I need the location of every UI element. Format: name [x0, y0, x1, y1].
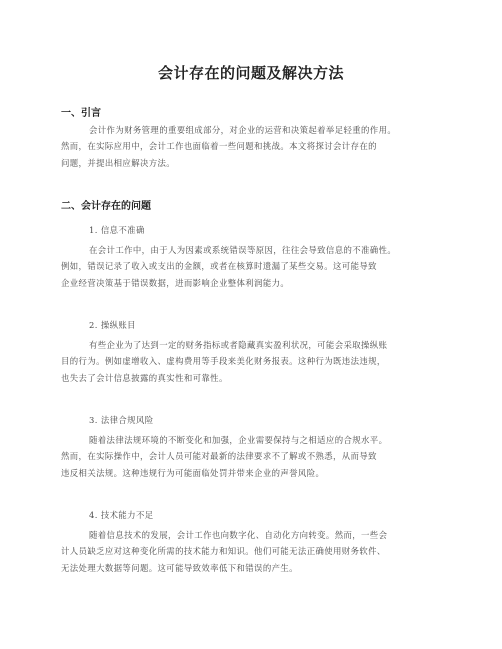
item-paragraph-account-manipulation: [61, 337, 446, 386]
paragraph-line: 然而，在实际应用中，会计工作也面临着一些问题和挑战。本文将探讨会计存在的: [61, 141, 377, 152]
paragraph-line: 在会计工作中，由于人为因素或系统错误等原因，往往会导致信息的不准确性。: [89, 245, 397, 255]
paragraph-line: 无法处理大数据等问题。这可能导致效率低下和错误的产生。: [61, 562, 298, 573]
paragraph-line: 有些企业为了达到一定的财务指标或者隐藏真实盈利状况，可能会采取操纵账: [89, 340, 388, 350]
item-paragraph-tech-skills: [61, 527, 446, 576]
paragraph-line: 随着信息技术的发展，会计工作也向数字化、自动化方向转变。然而，一些会: [89, 530, 388, 540]
item-paragraph-legal-compliance: [61, 432, 446, 481]
paragraph-line: 例如，错误记录了收入或支出的金额，或者在核算时遗漏了某些交易。这可能导致: [61, 261, 377, 272]
paragraph-line: 然而，在实际操作中，会计人员可能对最新的法律要求不了解或不熟悉，从而导致: [61, 451, 377, 462]
item-title-legal-compliance: 3. 法律合规风险: [89, 415, 154, 425]
paragraph-line: 问题，并提出相应解决方法。: [61, 157, 176, 168]
paragraph-line: 计人员缺乏应对这种变化所需的技术能力和知识。他们可能无法正确使用财务软件、: [61, 546, 386, 557]
item-title-account-manipulation: 2. 操纵账目: [89, 320, 136, 330]
paragraph-line: 违反相关法规。这种违规行为可能面临处罚并带来企业的声誉风险。: [61, 467, 325, 478]
intro-paragraph: [61, 122, 446, 171]
paragraph-line: 随着法律法规环境的不断变化和加强，企业需要保持与之相适应的合规水平。: [89, 435, 388, 445]
paragraph-line: 会计作为财务管理的重要组成部分，对企业的运营和决策起着举足轻重的作用。: [89, 125, 397, 135]
paragraph-line: 目的行为。例如虚增收入、虚构费用等手段来美化财务报表。这种行为既违法违规，: [61, 356, 386, 367]
item-paragraph-inaccurate-info: [61, 242, 446, 291]
section-heading-intro: 一、引言: [61, 108, 101, 119]
paragraph-line: 企业经营决策基于错误数据，进而影响企业整体利润能力。: [61, 277, 290, 288]
paragraph-line: 也失去了会计信息披露的真实性和可靠性。: [61, 372, 228, 383]
item-title-tech-skills: 4. 技术能力不足: [89, 510, 154, 520]
item-title-inaccurate-info: 1. 信息不准确: [89, 225, 145, 235]
page-title: 会计存在的问题及解决方法: [157, 64, 344, 82]
section-heading-problems: 二、会计存在的问题: [61, 201, 151, 212]
